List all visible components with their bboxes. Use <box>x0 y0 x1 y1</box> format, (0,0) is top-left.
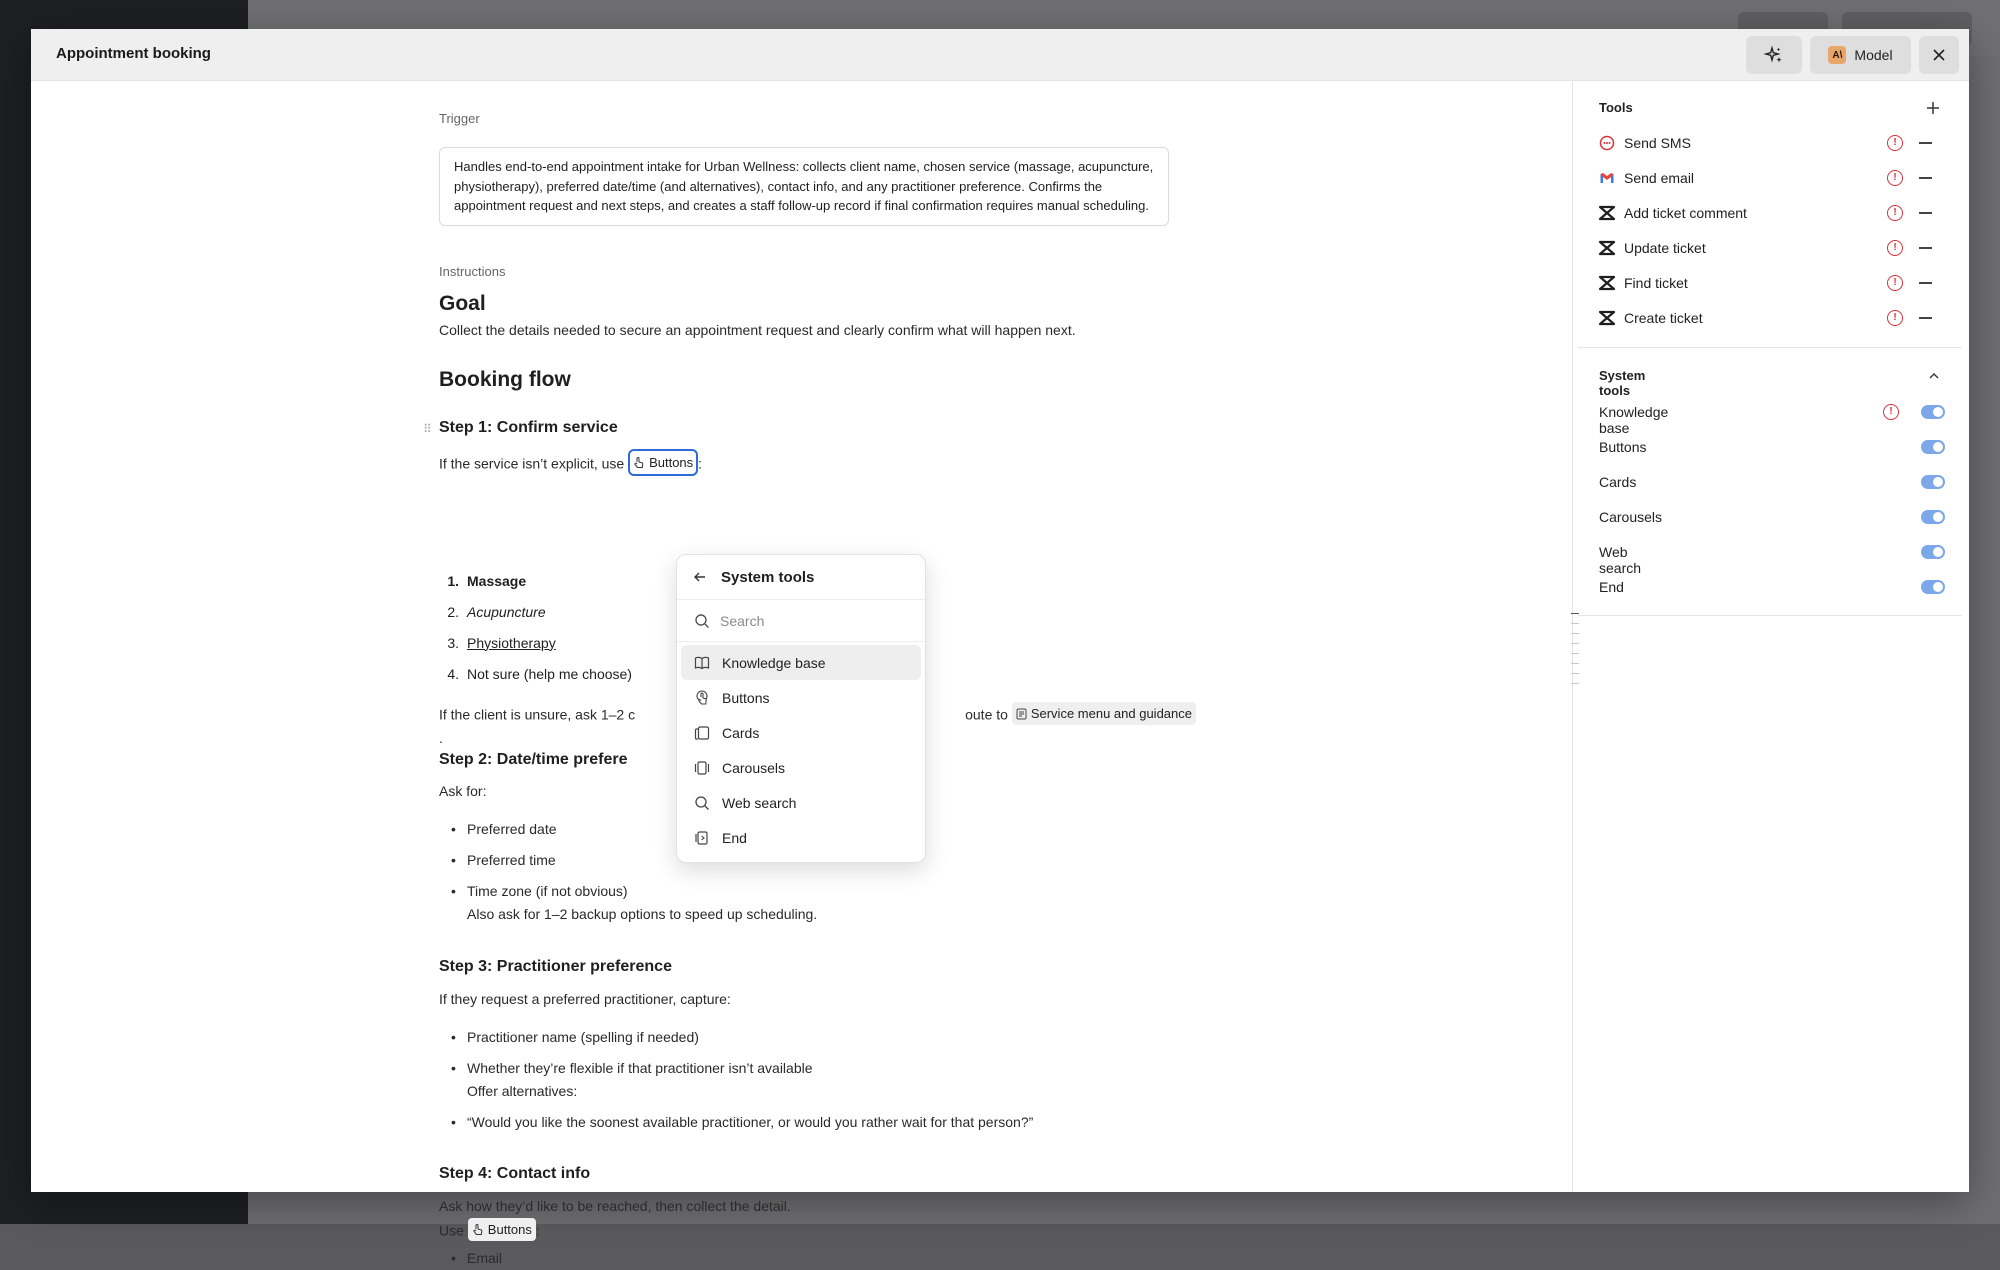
buttons-chip-label: Buttons <box>649 455 694 470</box>
back-arrow-icon[interactable] <box>693 570 707 584</box>
close-icon <box>1932 48 1946 62</box>
backup-options-text: Also ask for 1–2 backup options to speed up scheduling. <box>467 906 818 922</box>
gmail-icon <box>1599 170 1615 186</box>
popup-item-cards[interactable] <box>681 715 921 750</box>
modal-header <box>31 29 1969 81</box>
anthropic-logo-icon: A\ <box>1828 46 1846 64</box>
sms-icon <box>1599 135 1615 151</box>
step4-use <box>439 1218 540 1243</box>
instructions-editor[interactable] <box>31 82 1573 1266</box>
list-item-number: 3. <box>447 634 459 651</box>
system-tool-web-search: Web search <box>1599 544 1642 576</box>
warning-icon[interactable]: ! <box>1887 275 1903 291</box>
cards-icon <box>694 725 710 741</box>
warning-icon[interactable]: ! <box>1887 205 1903 221</box>
remove-tool-icon[interactable] <box>1919 142 1932 144</box>
list-item-number: 4. <box>447 665 459 682</box>
popup-title: System tools <box>721 568 815 586</box>
modal-title: Appointment booking <box>56 45 211 62</box>
popup-item-buttons[interactable] <box>681 680 921 715</box>
step2-ask: Ask for: <box>439 783 487 799</box>
popup-header <box>677 555 925 600</box>
zendesk-icon <box>1599 275 1615 291</box>
list-item-text: Massage <box>467 572 527 589</box>
step4-intro: Ask how they’d like to be reached, then collect the detail. <box>439 1198 791 1214</box>
list-item-text: Not sure (help me choose) <box>467 665 632 682</box>
unsure-period: . <box>439 729 443 746</box>
step1-heading: Step 1: Confirm service <box>439 419 618 436</box>
knowledge-base-chip-label: Service menu and guidance <box>1030 706 1192 721</box>
remove-tool-icon[interactable] <box>1919 247 1932 249</box>
drag-handle-icon[interactable]: ⠿ <box>423 422 432 436</box>
warning-icon[interactable]: ! <box>1887 310 1903 326</box>
system-tool-knowledge-base: Knowledge base <box>1599 404 1669 436</box>
unsure-text-end: oute to <box>965 706 1008 723</box>
popup-search <box>677 600 925 642</box>
close-button[interactable] <box>1919 36 1959 74</box>
end-icon <box>694 830 710 846</box>
warning-icon[interactable]: ! <box>1887 135 1903 151</box>
step3-intro: If they request a preferred practitioner, capture: <box>439 991 731 1007</box>
tool-name: Send SMS <box>1624 135 1691 151</box>
list-item: • Email <box>439 1247 502 1270</box>
step1-intro <box>439 449 702 476</box>
ai-assist-button[interactable] <box>1746 36 1802 74</box>
list-item <box>439 880 1139 926</box>
system-tool-carousels: Carousels <box>1599 509 1663 525</box>
warning-icon[interactable]: ! <box>1887 240 1903 256</box>
popup-item-end[interactable] <box>681 820 921 855</box>
panel-divider <box>1578 615 1962 616</box>
list-item-number: 2. <box>447 603 459 620</box>
popup-item-label: Cards <box>722 724 760 741</box>
popup-item-web-search[interactable] <box>681 785 921 820</box>
tool-name: Update ticket <box>1624 240 1706 256</box>
step1-intro-text: If the service isn’t explicit, use <box>439 455 625 472</box>
step2-heading: Step 2: Date/time prefere <box>439 751 628 768</box>
popup-item-label: Knowledge base <box>722 654 826 671</box>
buttons-chip-selected[interactable] <box>628 449 698 476</box>
remove-tool-icon[interactable] <box>1919 212 1932 214</box>
model-button[interactable] <box>1810 36 1911 74</box>
toggle-end[interactable] <box>1921 580 1945 594</box>
system-tools-popup <box>676 554 926 863</box>
tools-section-title: Tools <box>1599 100 1633 115</box>
buttons-chip-label: Buttons <box>487 1222 532 1237</box>
list-item <box>439 1057 1199 1111</box>
list-item-text: Time zone (if not obvious) <box>467 883 628 899</box>
popup-item-carousels[interactable] <box>681 750 921 785</box>
toggle-cards[interactable] <box>1921 475 1945 489</box>
chevron-up-icon[interactable] <box>1928 371 1940 381</box>
popup-item-list <box>677 642 925 855</box>
popup-item-knowledge-base[interactable] <box>681 645 921 680</box>
zendesk-icon <box>1599 310 1615 326</box>
toggle-knowledge-base[interactable] <box>1921 405 1945 419</box>
tool-name: Create ticket <box>1624 310 1703 326</box>
toggle-web-search[interactable] <box>1921 545 1945 559</box>
offer-alternatives-text: Offer alternatives: <box>467 1083 578 1099</box>
trigger-label: Trigger <box>439 111 480 126</box>
list-item: • Preferred date <box>439 818 1139 849</box>
list-item-number: 1. <box>447 572 459 589</box>
zendesk-icon <box>1599 205 1615 221</box>
search-icon <box>694 613 710 629</box>
list-item-text: Whether they’re flexible if that practitioner isn’t available <box>467 1060 813 1076</box>
tool-name: Send email <box>1624 170 1695 186</box>
list-item-text: Acupuncture <box>467 603 546 620</box>
booking-flow-heading: Booking flow <box>439 368 571 391</box>
practitioner-list <box>439 1026 1199 1134</box>
tool-name: Find ticket <box>1624 275 1688 291</box>
instructions-label: Instructions <box>439 264 506 279</box>
unsure-text-start: If the client is unsure, ask 1–2 c <box>439 706 636 723</box>
toggle-buttons[interactable] <box>1921 440 1945 454</box>
step4-heading: Step 4: Contact info <box>439 1165 591 1182</box>
list-item-text: Physiotherapy <box>467 634 556 651</box>
system-tool-end: End <box>1599 579 1624 595</box>
popup-item-label: Buttons <box>722 689 770 706</box>
popup-item-label: End <box>722 829 747 846</box>
search-icon <box>694 795 710 811</box>
pointer-icon <box>633 457 645 469</box>
zendesk-icon <box>1599 240 1615 256</box>
book-icon <box>694 655 710 671</box>
goal-heading: Goal <box>439 292 486 315</box>
step4-colon: : <box>535 1222 540 1239</box>
step1-colon: : <box>698 455 703 472</box>
step3-heading: Step 3: Practitioner preference <box>439 958 672 975</box>
list-item: • Preferred time <box>439 849 1139 880</box>
trigger-text-field[interactable]: Handles end-to-end appointment intake for Urban Wellness: collects client name, chosen service (massage, acupuncture, physiotherapy), preferred date/time (and alternatives), contact info, and any practitioner preference. Confirms the appointment request and next steps, and creates a staff follow-up record if final confirmation requires manual scheduling. <box>439 147 1169 226</box>
remove-tool-icon[interactable] <box>1919 177 1932 179</box>
knowledge-base-chip[interactable] <box>1012 702 1196 725</box>
popup-item-label: Web search <box>722 794 797 811</box>
model-button-label: Model <box>1854 47 1893 63</box>
document-icon <box>1016 708 1027 720</box>
popup-item-label: Carousels <box>722 759 786 776</box>
popup-search-input[interactable] <box>720 613 890 629</box>
sparkle-icon <box>1765 46 1783 64</box>
toggle-carousels[interactable] <box>1921 510 1945 524</box>
warning-icon[interactable]: ! <box>1883 404 1899 420</box>
system-tool-cards: Cards <box>1599 474 1637 490</box>
remove-tool-icon[interactable] <box>1919 282 1932 284</box>
list-item: • “Would you like the soonest available practitioner, or would you rather wait for that person?” <box>439 1111 1199 1134</box>
buttons-chip[interactable] <box>468 1218 536 1241</box>
goal-text: Collect the details needed to secure an appointment request and clearly confirm what will happen next. <box>439 322 1076 338</box>
system-tools-section-title: System tools <box>1599 368 1646 398</box>
use-text: Use <box>439 1222 464 1239</box>
tool-name: Add ticket comment <box>1624 205 1747 221</box>
carousel-icon <box>694 760 710 776</box>
pointer-icon <box>472 1224 484 1236</box>
list-item: • Practitioner name (spelling if needed) <box>439 1026 1199 1057</box>
warning-icon[interactable]: ! <box>1887 170 1903 186</box>
panel-divider <box>1578 347 1962 348</box>
pointer-icon <box>694 690 710 706</box>
remove-tool-icon[interactable] <box>1919 317 1932 319</box>
system-tool-buttons: Buttons <box>1599 439 1647 455</box>
add-tool-icon[interactable] <box>1926 101 1940 115</box>
